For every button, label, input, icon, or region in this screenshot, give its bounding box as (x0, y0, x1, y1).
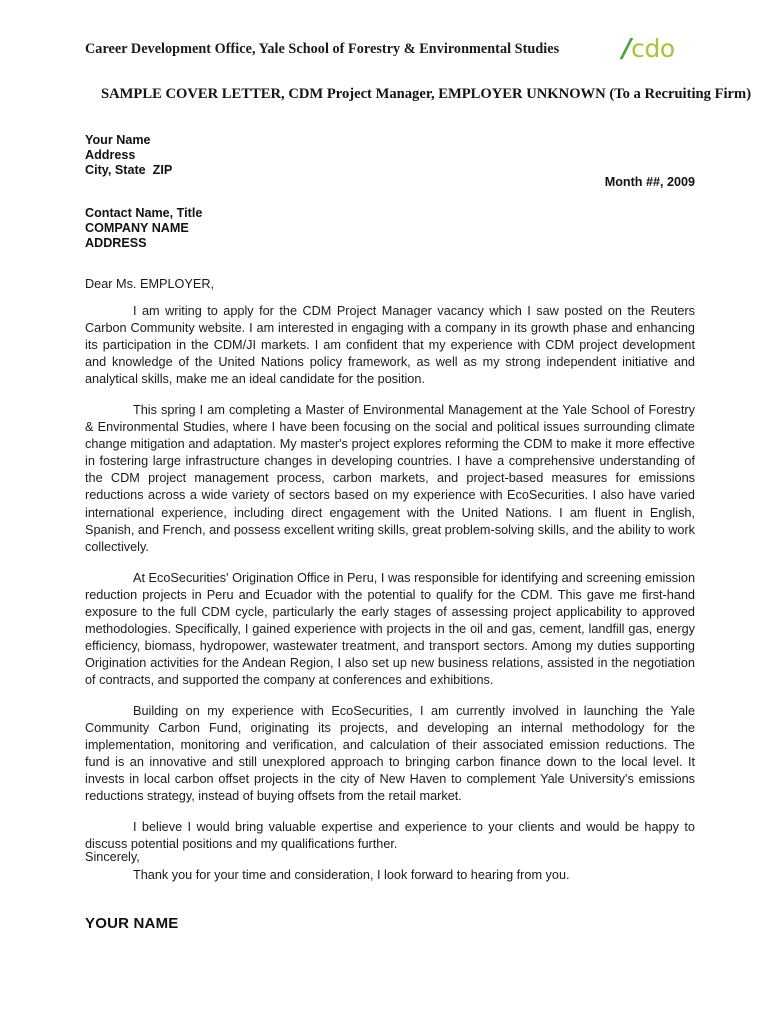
letter-paragraph: Building on my experience with EcoSecurities, I am currently involved in launching the Yale Community Carbon Fund, originating its projects, and developing an internal methodology for the implementation, monitoring and verification, and calculation of their associated emission reductions. The fund is an innovative and still unexplored approach to bringing carbon finance down to the local level. It invests in local carbon offset projects in the city of New Haven to complement Yale University's emissions reductions strategy, instead of buying offsets from the retail market. (85, 703, 695, 804)
signature-name: YOUR NAME (85, 915, 179, 932)
letter-date: Month ##, 2009 (604, 175, 695, 189)
recipient-contact-name: Contact Name, Title (85, 206, 203, 220)
closing-line: Sincerely, (85, 850, 140, 864)
recipient-company-name: COMPANY NAME (85, 221, 189, 235)
letter-paragraph: I believe I would bring valuable expertise and experience to your clients and would be happy to discuss potential positions and my qualifications further. (85, 820, 695, 852)
recipient-address-block (85, 206, 202, 251)
letter-body (85, 303, 695, 884)
page-header (0, 34, 780, 69)
letter-paragraph: I am writing to apply for the CDM Project Manager vacancy which I saw posted on the Reuters Carbon Community website. I am interested in engaging with a company in its growth phase and enhancing its participation in the CDM/JI markets. I am confident that my experience with CDM project development and knowledge of the United Nations policy framework, as well as my strong independent initiative and analytical skills, make me an ideal candidate for the position. (85, 304, 695, 387)
cdo-logo-slash: / (622, 34, 632, 64)
document-title: SAMPLE COVER LETTER, CDM Project Manager, EMPLOYER UNKNOWN (To a Recruiting Firm) (101, 86, 752, 102)
cdo-logo-word: cdo (631, 34, 675, 63)
salutation: Dear Ms. EMPLOYER, (85, 277, 215, 291)
organization-line: Career Development Office, Yale School of Forestry & Environmental Studies (85, 41, 560, 57)
sender-address: Address (85, 148, 136, 162)
recipient-address: ADDRESS (85, 236, 147, 250)
cdo-logo (622, 36, 675, 62)
sender-name: Your Name (85, 133, 151, 147)
letter-paragraph: At EcoSecurities' Origination Office in Peru, I was responsible for identifying and screening emission reduction projects in Peru and Ecuador with the potential to qualify for the CDM. This gave me first-hand exposure to the full CDM cycle, particularly the early stages of assessing project applicability to approved methodologies. Specifically, I gained experience with projects in the oil and gas, cement, landfill gas, energy efficiency, biomass, hydropower, wastewater treatment, and transport sectors. Among my duties supporting Origination activities for the Andean Region, I also set up new business relations, assisted in the negotiation of contracts, and supported the company at conferences and exhibitions. (85, 570, 695, 687)
sender-city-state-zip: City, State ZIP (85, 163, 173, 177)
letter-paragraph: Thank you for your time and consideration, I look forward to hearing from you. (133, 868, 570, 883)
letter-paragraph: This spring I am completing a Master of Environmental Management at the Yale School of Forestry & Environmental Studies, where I have been focusing on the social and political issues surrounding climate change mitigation and adaptation. My master's project explores reforming the CDM to make it more effective in fostering large infrastructure changes in developing countries. I have a comprehensive understanding of the CDM project management process, carbon markets, and project-based measures for emissions reductions across a wide variety of sectors based on my experience with EcoSecurities. I also have varied international experience, including direct engagement with the United Nations. I am fluent in English, Spanish, and French, and possess excellent writing skills, great problem-solving skills, and the ability to work collectively. (85, 403, 695, 554)
sender-address-block (85, 133, 172, 178)
